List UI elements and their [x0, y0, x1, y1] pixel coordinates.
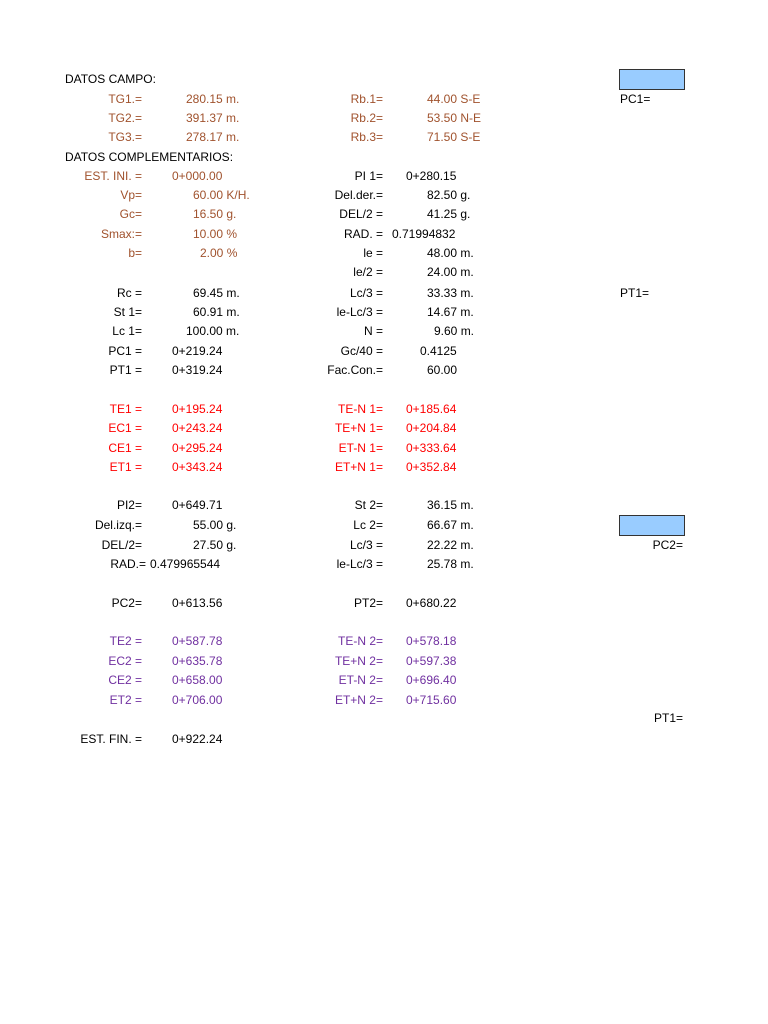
label-b: b= [128, 246, 142, 260]
value-te-pn1: 0+204.84 [406, 421, 457, 435]
label-ec1: EC1 = [108, 421, 142, 435]
label-tg3: TG3.= [108, 130, 142, 144]
value-lc-3-c2: 22.22 m. [427, 538, 474, 552]
value-te-pn2: 0+597.38 [406, 654, 457, 668]
value-le-2: 24.00 m. [427, 265, 474, 279]
label-ce1: CE1 = [108, 441, 142, 455]
value-smax: 10.00 % [193, 227, 238, 241]
label-te-n2: TE-N 2= [337, 634, 383, 648]
value-gc: 16.50 g. [193, 207, 237, 221]
value-te-n2: 0+578.18 [406, 634, 457, 648]
label-vp: Vp= [120, 188, 142, 202]
label-fac-con: Fac.Con.= [327, 363, 383, 377]
label-lc-3-c2: Lc/3 = [349, 538, 383, 552]
value-rb1: 44.00 S-E [427, 92, 481, 106]
value-te-n1: 0+185.64 [406, 402, 457, 416]
label-est-ini: EST. INI. = [84, 169, 142, 183]
value-lc1: 100.00 m. [186, 324, 240, 338]
label-et2: ET2 = [109, 693, 142, 707]
value-tg2: 391.37 m. [186, 111, 240, 125]
label-ec2: EC2 = [108, 654, 142, 668]
value-te1: 0+195.24 [172, 402, 223, 416]
value-del-izq: 55.00 g. [193, 518, 237, 532]
label-del-2: DEL/2 = [339, 207, 383, 221]
label-et1: ET1 = [109, 460, 142, 474]
value-vp: 60.00 K/H. [193, 188, 250, 202]
label-te-pn2: TE+N 2= [334, 654, 383, 668]
value-et-n1: 0+333.64 [406, 441, 457, 455]
value-est-fin: 0+922.24 [172, 732, 223, 746]
label-tg2: TG2.= [108, 111, 142, 125]
value-le-lc-3-c2: 25.78 m. [427, 557, 474, 571]
pc2-highlight-cell[interactable] [619, 515, 685, 536]
value-del-2-c2: 27.50 g. [193, 538, 237, 552]
value-del-2: 41.25 g. [427, 207, 471, 221]
value-st2: 36.15 m. [427, 498, 474, 512]
label-rb1: Rb.1= [350, 92, 383, 106]
value-ec2: 0+635.78 [172, 654, 223, 668]
label-pt1: PT1 = [109, 363, 142, 377]
label-pi1: PI 1= [354, 169, 383, 183]
label-rb3: Rb.3= [350, 130, 383, 144]
value-pi1: 0+280.15 [406, 169, 457, 183]
label-rb2: Rb.2= [350, 111, 383, 125]
value-lc-3: 33.33 m. [427, 286, 474, 300]
label-gc-40: Gc/40 = [340, 344, 383, 358]
pc1-highlight-cell[interactable] [619, 69, 685, 90]
side-label-pt1: PT1= [620, 286, 650, 300]
value-rad: 0.71994832 [392, 227, 456, 241]
label-est-fin: EST. FIN. = [80, 732, 142, 746]
value-te2: 0+587.78 [172, 634, 223, 648]
value-pt2: 0+680.22 [406, 596, 457, 610]
label-del-2-c2: DEL/2= [101, 538, 142, 552]
value-gc-40: 0.4125 [420, 344, 457, 358]
datos-complementarios-header: DATOS COMPLEMENTARIOS: [65, 150, 234, 164]
label-le: le = [363, 246, 383, 260]
value-et2: 0+706.00 [172, 693, 223, 707]
label-lc-3: Lc/3 = [349, 286, 383, 300]
value-le-lc-3: 14.67 m. [427, 305, 474, 319]
label-te-pn1: TE+N 1= [334, 421, 383, 435]
label-et-pn2: ET+N 2= [334, 693, 383, 707]
label-te2: TE2 = [109, 634, 142, 648]
value-pi2: 0+649.71 [172, 498, 223, 512]
value-del-der: 82.50 g. [427, 188, 471, 202]
label-smax: Smax:= [100, 227, 142, 241]
value-ec1: 0+243.24 [172, 421, 223, 435]
label-te-n1: TE-N 1= [337, 402, 383, 416]
value-fac-con: 60.00 [427, 363, 458, 377]
label-del-der: Del.der.= [334, 188, 383, 202]
label-le-lc-3: le-Lc/3 = [336, 305, 383, 319]
value-rb3: 71.50 S-E [427, 130, 481, 144]
value-le: 48.00 m. [427, 246, 474, 260]
label-st1: St 1= [113, 305, 142, 319]
label-pi2: PI2= [116, 498, 142, 512]
value-n: 9.60 m. [434, 324, 475, 338]
label-ce2: CE2 = [108, 673, 142, 687]
value-pt1: 0+319.24 [172, 363, 223, 377]
label-et-pn1: ET+N 1= [334, 460, 383, 474]
value-ce2: 0+658.00 [172, 673, 223, 687]
datos-campo-header: DATOS CAMPO: [65, 72, 156, 86]
label-rad-c2: RAD.= [110, 557, 146, 571]
value-rb2: 53.50 N-E [427, 111, 482, 125]
label-rad: RAD. = [343, 227, 383, 241]
value-rad-c2: 0.479965544 [150, 557, 221, 571]
label-pc2: PC2= [111, 596, 142, 610]
value-st1: 60.91 m. [193, 305, 240, 319]
value-pc2: 0+613.56 [172, 596, 223, 610]
label-et-n1: ET-N 1= [338, 441, 383, 455]
side-label-pc2: PC2= [652, 538, 683, 552]
value-b: 2.00 % [200, 246, 238, 260]
value-est-ini: 0+000.00 [172, 169, 223, 183]
value-ce1: 0+295.24 [172, 441, 223, 455]
label-del-izq: Del.izq.= [94, 518, 142, 532]
label-tg1: TG1.= [108, 92, 142, 106]
value-et-pn2: 0+715.60 [406, 693, 457, 707]
label-le-lc-3-c2: le-Lc/3 = [336, 557, 383, 571]
label-rc: Rc = [116, 286, 142, 300]
value-tg1: 280.15 m. [186, 92, 240, 106]
label-st2: St 2= [354, 498, 383, 512]
label-le-2: le/2 = [353, 265, 383, 279]
side-label-pc1: PC1= [620, 92, 651, 106]
label-pt2: PT2= [353, 596, 383, 610]
label-lc2: Lc 2= [353, 518, 383, 532]
side-label-pt1-bottom: PT1= [653, 711, 683, 725]
label-et-n2: ET-N 2= [338, 673, 383, 687]
value-tg3: 278.17 m. [186, 130, 240, 144]
label-lc1: Lc 1= [112, 324, 142, 338]
value-lc2: 66.67 m. [427, 518, 474, 532]
value-et-pn1: 0+352.84 [406, 460, 457, 474]
value-pc1: 0+219.24 [172, 344, 223, 358]
label-n: N = [363, 324, 383, 338]
value-rc: 69.45 m. [193, 286, 240, 300]
label-te1: TE1 = [109, 402, 142, 416]
label-pc1: PC1 = [108, 344, 142, 358]
label-gc: Gc= [119, 207, 142, 221]
value-et1: 0+343.24 [172, 460, 223, 474]
value-et-n2: 0+696.40 [406, 673, 457, 687]
